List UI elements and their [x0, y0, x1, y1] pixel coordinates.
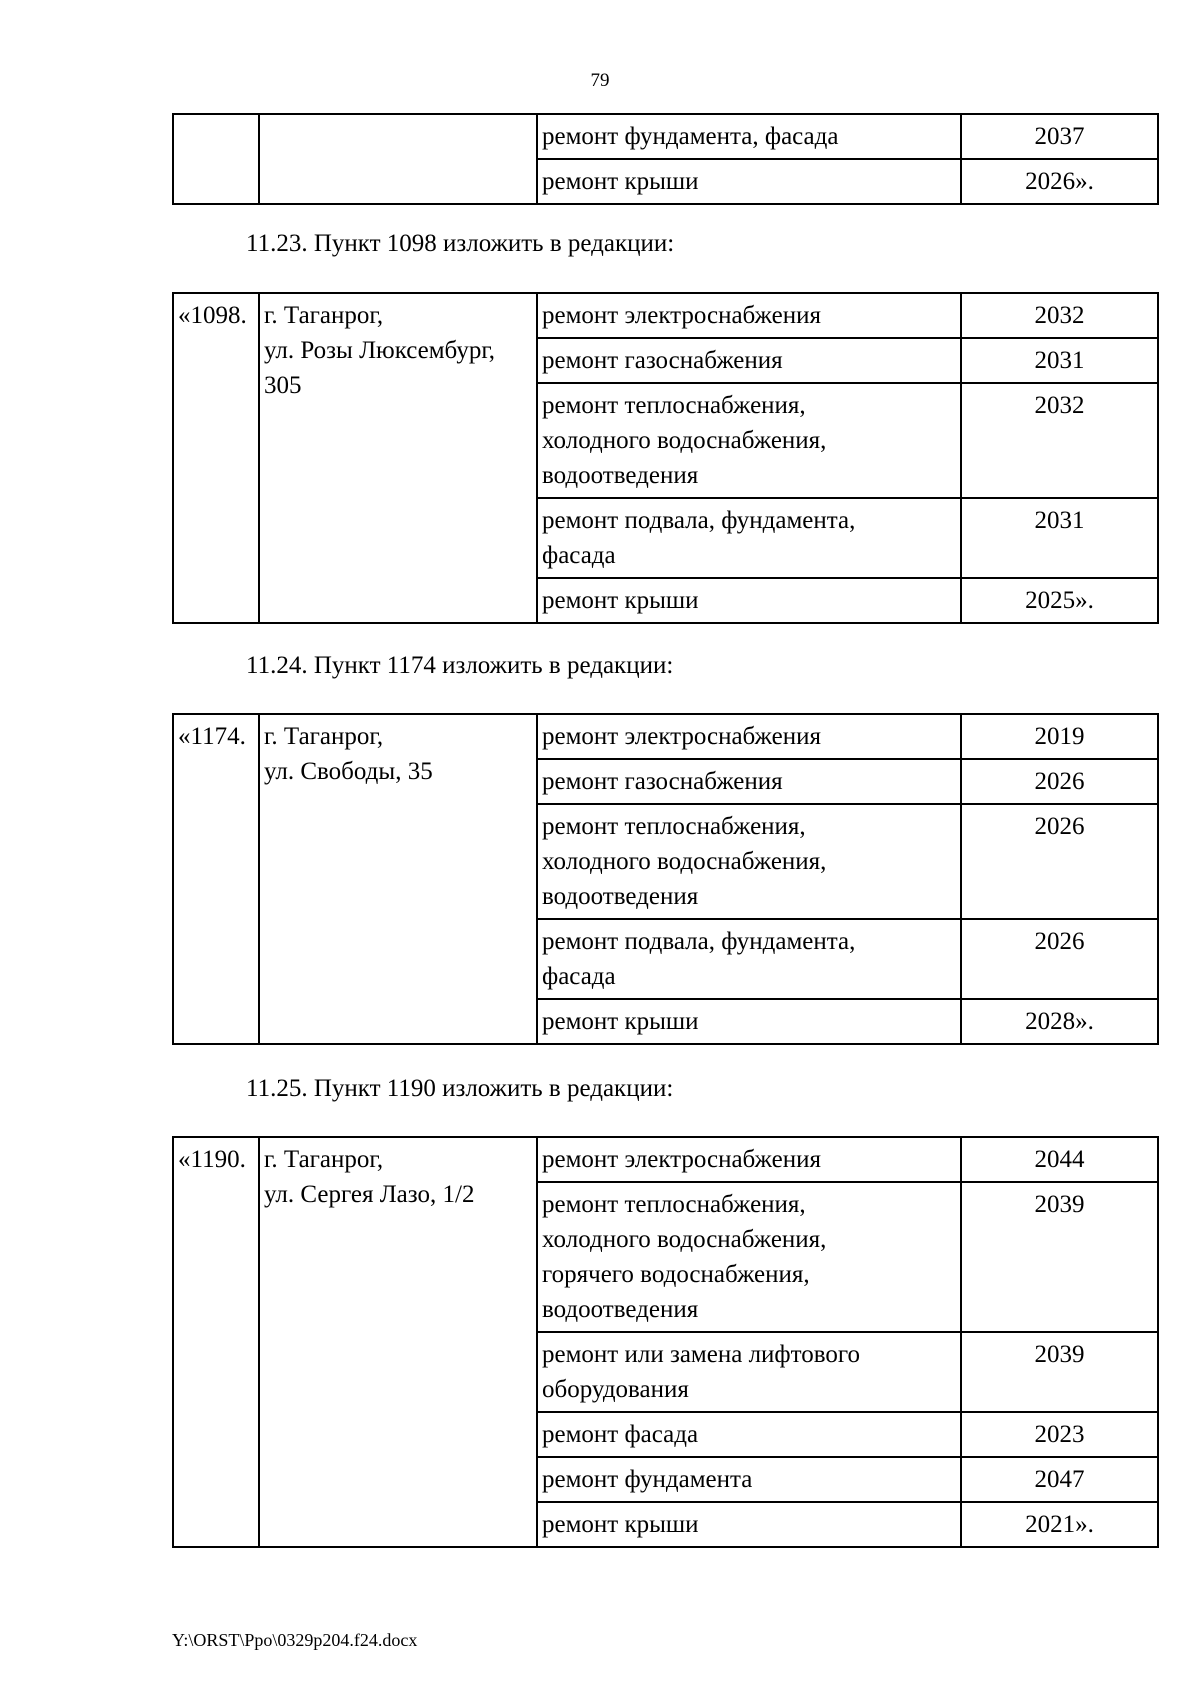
table-row: [173, 114, 1158, 159]
year-cell: 2025».: [961, 578, 1158, 623]
number-cell: «1098.: [173, 293, 259, 623]
paragraph-1190: 11.25. Пункт 1190 изложить в редакции:: [246, 1075, 674, 1102]
address-cell: [259, 114, 537, 204]
work-cell: ремонт или замена лифтового оборудования: [537, 1332, 961, 1412]
work-cell: ремонт теплоснабжения, холодного водоснабжения, водоотведения: [537, 804, 961, 919]
address-cell: г. Таганрог, ул. Сергея Лазо, 1/2: [259, 1137, 537, 1547]
table-row: [173, 714, 1158, 759]
year-cell: 2047: [961, 1457, 1158, 1502]
year-cell: 2023: [961, 1412, 1158, 1457]
work-cell: ремонт фасада: [537, 1412, 961, 1457]
year-cell: 2039: [961, 1332, 1158, 1412]
year-cell: 2032: [961, 293, 1158, 338]
address-cell: г. Таганрог, ул. Свободы, 35: [259, 714, 537, 1044]
file-path-footer: Y:\ORST\Ppo\0329p204.f24.docx: [172, 1630, 418, 1650]
work-cell: ремонт теплоснабжения, холодного водоснабжения, горячего водоснабжения, водоотведения: [537, 1182, 961, 1332]
table-row: [173, 293, 1158, 338]
work-cell: ремонт подвала, фундамента, фасада: [537, 498, 961, 578]
work-cell: ремонт крыши: [537, 1502, 961, 1547]
paragraph-1174: 11.24. Пункт 1174 изложить в редакции:: [246, 652, 674, 679]
work-cell: ремонт электроснабжения: [537, 714, 961, 759]
number-cell: «1190.: [173, 1137, 259, 1547]
table-row: [173, 1137, 1158, 1182]
address-cell: г. Таганрог, ул. Розы Люксембург, 305: [259, 293, 537, 623]
work-cell: ремонт подвала, фундамента, фасада: [537, 919, 961, 999]
year-cell: 2032: [961, 383, 1158, 498]
paragraph-1098: 11.23. Пункт 1098 изложить в редакции:: [246, 230, 675, 257]
year-cell: 2026: [961, 759, 1158, 804]
work-cell: ремонт крыши: [537, 578, 961, 623]
year-cell: 2044: [961, 1137, 1158, 1182]
year-cell: 2039: [961, 1182, 1158, 1332]
work-cell: ремонт крыши: [537, 999, 961, 1044]
year-cell: 2026: [961, 919, 1158, 999]
work-cell: ремонт электроснабжения: [537, 1137, 961, 1182]
table-1174: [172, 713, 1159, 1045]
work-cell: ремонт теплоснабжения, холодного водоснабжения, водоотведения: [537, 383, 961, 498]
work-cell: ремонт газоснабжения: [537, 338, 961, 383]
number-cell: «1174.: [173, 714, 259, 1044]
year-cell: 2026».: [961, 159, 1158, 204]
year-cell: 2031: [961, 338, 1158, 383]
year-cell: 2026: [961, 804, 1158, 919]
page-number: 79: [590, 70, 610, 91]
table-1190: [172, 1136, 1159, 1548]
work-cell: ремонт электроснабжения: [537, 293, 961, 338]
year-cell: 2037: [961, 114, 1158, 159]
work-cell: ремонт фундамента, фасада: [537, 114, 961, 159]
year-cell: 2028».: [961, 999, 1158, 1044]
year-cell: 2019: [961, 714, 1158, 759]
work-cell: ремонт крыши: [537, 159, 961, 204]
work-cell: ремонт газоснабжения: [537, 759, 961, 804]
work-cell: ремонт фундамента: [537, 1457, 961, 1502]
year-cell: 2031: [961, 498, 1158, 578]
continuation-table: [172, 113, 1159, 205]
number-cell: [173, 114, 259, 204]
table-1098: [172, 292, 1159, 624]
year-cell: 2021».: [961, 1502, 1158, 1547]
